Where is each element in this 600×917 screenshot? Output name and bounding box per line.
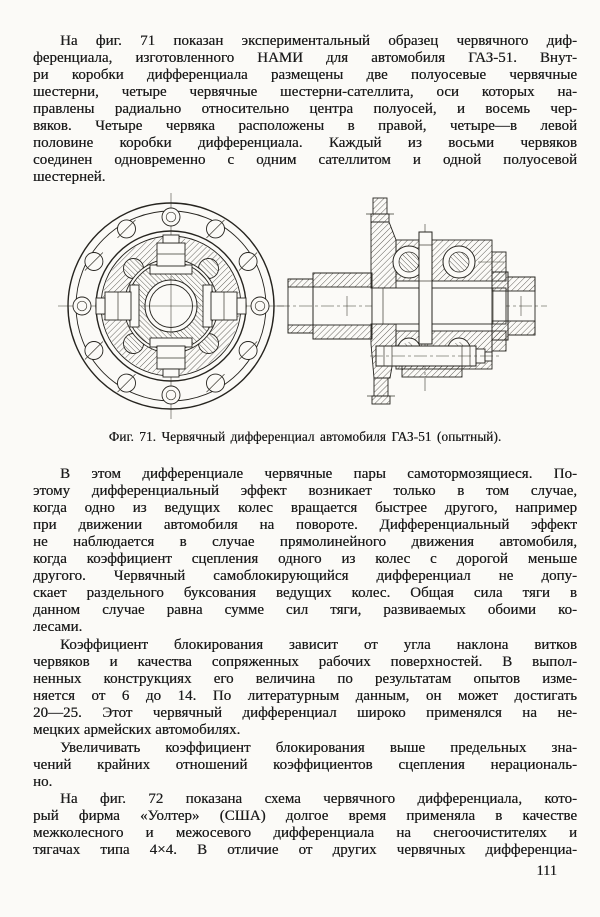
text-line: скает раздельного буксования ведущих колес. Общая сила тяги в (33, 585, 577, 601)
paragraph-fig72-intro (33, 791, 577, 859)
text-line: данном случае равна сумме сил тяги, развиваемых обоими ко- (33, 602, 577, 618)
text-line: На фиг. 72 показана схема червячного дифференциала, кото- (60, 791, 577, 807)
text-line: межколесного и межосевого дифференциала на снегоочистителях и (33, 825, 577, 841)
text-line: другого. Червячный самоблокирующийся дифференциал не допу- (33, 568, 577, 584)
section-view (277, 198, 547, 404)
text-line: когда коэффициент сцепления одного из колес с дорогой меньше (33, 551, 577, 567)
text-line: но. (33, 774, 53, 790)
text-line: червяков и качества сопряженных рабочих поверхностей. В выпол- (33, 654, 577, 670)
text-line: этому дифференциальный эффект возникает только в том случае, (33, 483, 577, 499)
text-line: мецких армейских автомобилях. (33, 722, 241, 738)
text-line: ференциала, изготовленного НАМИ для автомобиля ГАЗ-51. Внут- (33, 50, 577, 66)
text-line: правлены радиально относительно центра полуосей, и восемь чер- (33, 101, 577, 117)
text-line: вяков. Четыре червяка расположены в правой, четыре—в левой (33, 118, 577, 134)
text-line: лесами. (33, 619, 83, 635)
paragraph-increase-note (33, 740, 577, 791)
text-line: На фиг. 71 показан экспериментальный образец червячного диф- (60, 33, 577, 49)
page-number: 111 (536, 863, 557, 879)
text-line: Увеличивать коэффициент блокирования выше предельных зна- (60, 740, 577, 756)
text-line: ри коробки дифференциала размещены две полуосевые червячные (33, 67, 577, 83)
figure-caption: Фиг. 71. Червячный дифференциал автомобиля ГАЗ-51 (опытный). (108, 429, 502, 444)
text-line: тягачах типа 4×4. В отличие от других червячных дифференциа- (33, 842, 577, 858)
text-line: когда одно из ведущих колес вращается быстрее другого, например (33, 500, 577, 516)
text-line: няется от 6 до 14. По литературным данным, он может достигать (33, 688, 577, 704)
text-line: чений крайних отношений коэффициентов сцепления нерациональ- (33, 757, 577, 773)
text-line: ненных конструкциях его величина по результатам опытов изме- (33, 671, 577, 687)
text-line: шестерней. (33, 169, 106, 185)
paragraph-self-locking (33, 466, 577, 636)
text-line: рый фирма «Уолтер» (США) долгое время применяла в качестве (33, 808, 577, 824)
paragraph-intro (33, 33, 577, 186)
text-line: В этом дифференциале червячные пары самотормозящиеся. По- (60, 466, 577, 482)
front-view (58, 193, 284, 419)
text-line: половине коробки дифференциала. Каждый из восьми червяков (33, 135, 577, 151)
central-bore (372, 288, 506, 324)
text-line: соединен одновременно с одним сателлитом и одной полуосевой (33, 152, 577, 168)
text-line: шестерни, четыре червячные шестерни-сателлита, оси которых на- (33, 84, 577, 100)
text-line: при движении автомобиля на повороте. Дифференциальный эффект (33, 517, 577, 533)
paragraph-lock-coefficient (33, 637, 577, 739)
figure-71-drawing (0, 190, 600, 427)
satellite-pin (419, 232, 432, 344)
text-line: 20—25. Этот червячный дифференциал широко применялся на не- (33, 705, 577, 721)
text-line: не наблюдается в случае прямолинейного движения автомобиля, (33, 534, 577, 550)
text-line: Коэффициент блокирования зависит от угла наклона витков (60, 637, 577, 653)
